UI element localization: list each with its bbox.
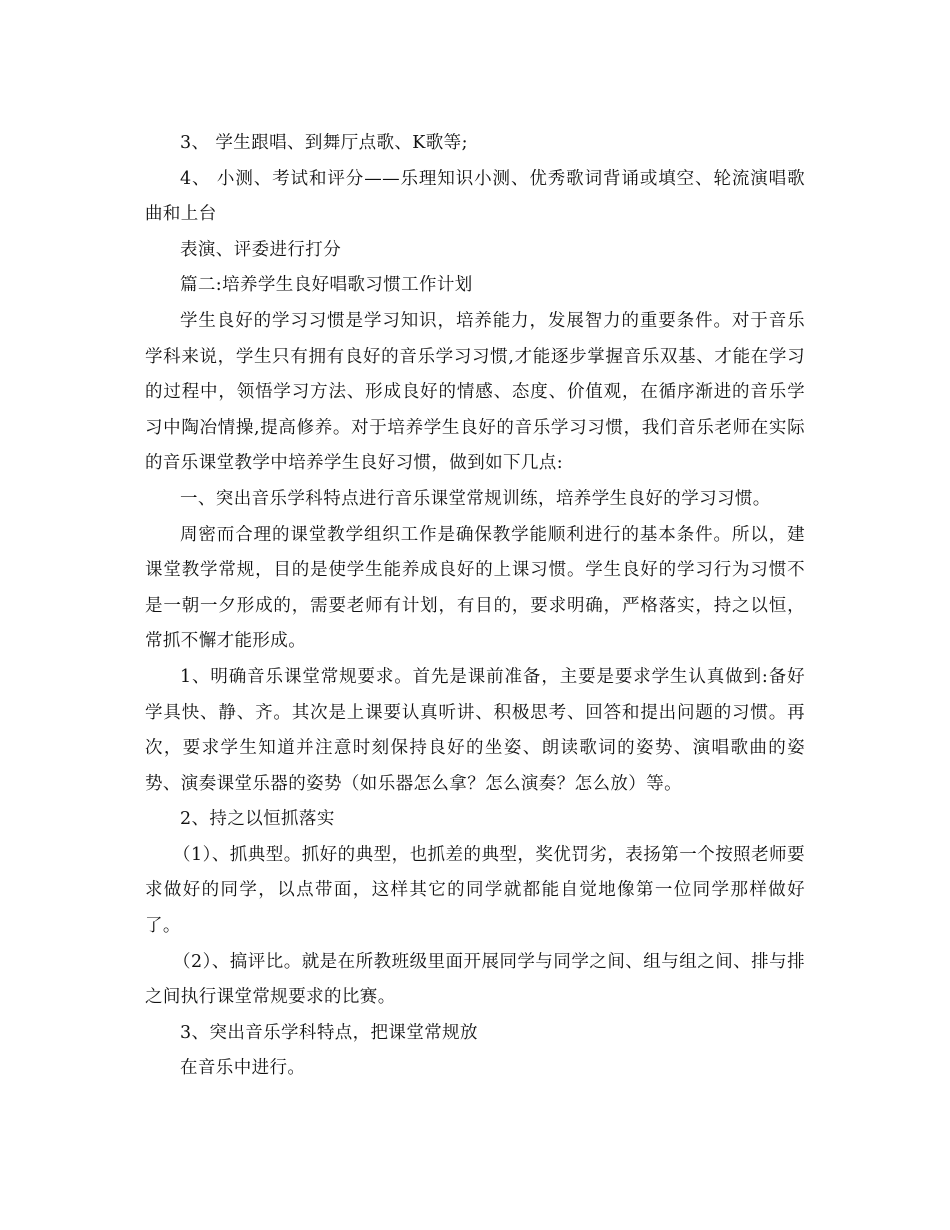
section-heading-part-two: 篇二:培养学生良好唱歌习惯工作计划 — [180, 275, 473, 296]
paragraph-intro: 学生良好的学习习惯是学习知识，培养能力，发展智力的重要条件。对于音乐学科来说，学生只有拥有良好的音乐学习习惯,才能逐步掌握音乐双基、才能在学习的过程中，领悟学习方法、形成良好的情感、态度、价值观，在循序渐进的音乐学习中陶冶情操,提高修养。对于培养学生良好的音乐学习习惯，我们音乐老师在实际的音乐课堂教学中培养学生良好习惯，做到如下几点: — [145, 310, 805, 474]
paragraph-item-1-requirements: 1、明确音乐课堂常规要求。首先是课前准备，主要是要求学生认真做到:备好学具快、静、齐。其次是上课要认真听讲、积极思考、回答和提出问题的习惯。再次，要求学生知道并注意时刻保持良好的坐姿、朗读歌词的姿势、演唱歌曲的姿势、演奏课堂乐器的姿势（如乐器怎么拿？怎么演奏？怎么放）等。 — [145, 666, 805, 794]
paragraph-continuation: 表演、评委进行打分 — [180, 239, 342, 260]
document-body — [145, 126, 805, 1087]
paragraph-classroom-organization: 周密而合理的课堂教学组织工作是确保教学能顺利进行的基本条件。所以，建课堂教学常规，目的是使学生能养成良好的上课习惯。学生良好的学习行为习惯不是一朝一夕形成的，需要老师有计划，有目的，要求明确，严格落实，持之以恒，常抓不懈才能形成。 — [145, 524, 805, 652]
paragraph-subitem-1: （1）、抓典型。抓好的典型，也抓差的典型，奖优罚劣，表扬第一个按照老师要求做好的同学，以点带面，这样其它的同学就都能自觉地像第一位同学那样做好了。 — [145, 844, 805, 937]
paragraph-item-3: 3、 学生跟唱、到舞厅点歌、K歌等; — [180, 133, 468, 153]
paragraph-item-3-music: 3、突出音乐学科特点，把课堂常规放 — [180, 1022, 478, 1043]
paragraph-final: 在音乐中进行。 — [180, 1058, 306, 1079]
section-heading-one: 一、突出音乐学科特点进行音乐课堂常规训练，培养学生良好的学习习惯。 — [180, 488, 771, 509]
paragraph-item-4: 4、 小测、考试和评分——乐理知识小测、优秀歌词背诵或填空、轮流演唱歌曲和上台 — [145, 168, 805, 225]
paragraph-item-2-persistence: 2、持之以恒抓落实 — [180, 809, 335, 830]
paragraph-subitem-2: （2）、搞评比。就是在所教班级里面开展同学与同学之间、组与组之间、排与排之间执行课堂常规要求的比赛。 — [145, 951, 805, 1008]
